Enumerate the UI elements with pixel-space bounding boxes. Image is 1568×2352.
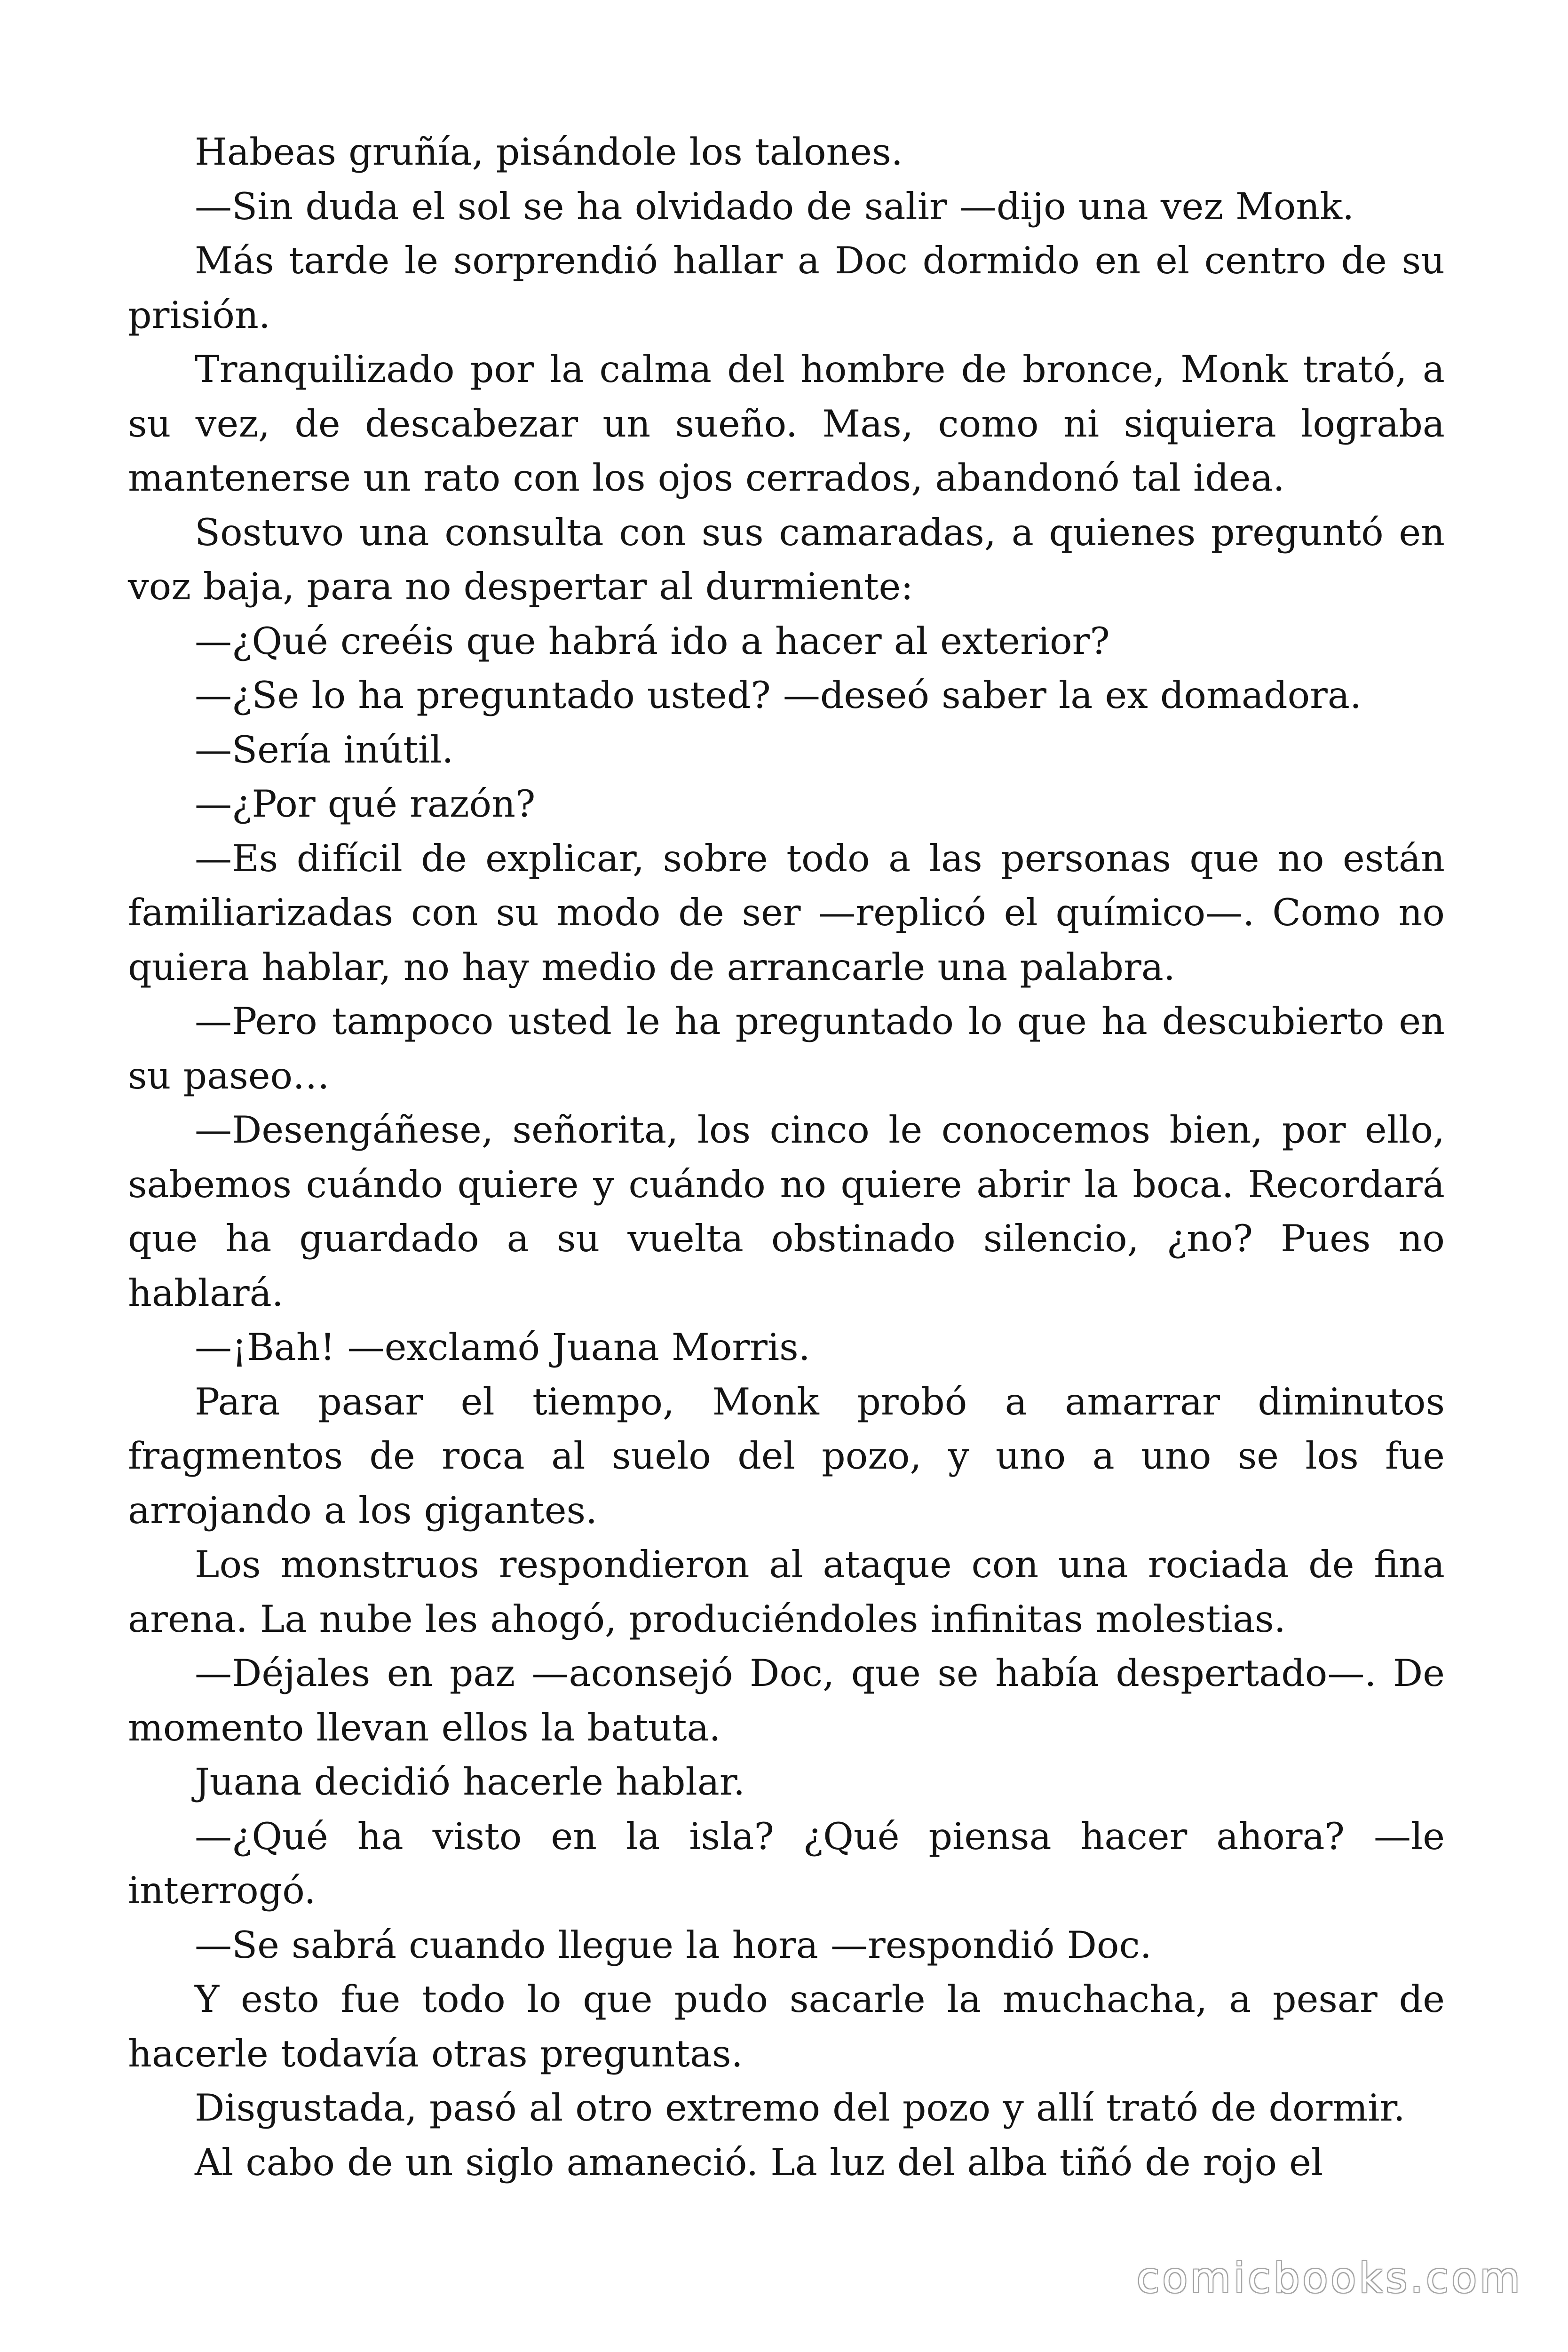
paragraph: —Se sabrá cuando llegue la hora —respondió Doc. [195, 1923, 1152, 1967]
page-body [128, 125, 1445, 2190]
paragraph: Tranquilizado por la calma del hombre de bronce, Monk trató, a su vez, de descabezar un sueño. Mas, como ni siquiera lograba mantenerse un rato con los ojos cerrados, abandonó tal idea. [128, 348, 1445, 500]
paragraph: Sostuvo una consulta con sus camaradas, a quienes preguntó en voz baja, para no despertar al durmiente: [128, 510, 1445, 608]
paragraph: —Es difícil de explicar, sobre todo a las personas que no están familiarizadas con su modo de ser —replicó el químico—. Como no quiera hablar, no hay medio de arrancarle una palabra. [128, 836, 1445, 989]
paragraph: Más tarde le sorprendió hallar a Doc dormido en el centro de su prisión. [128, 239, 1445, 337]
paragraph: —Pero tampoco usted le ha preguntado lo que ha descubierto en su paseo… [128, 1000, 1445, 1097]
paragraph: —Desengáñese, señorita, los cinco le conocemos bien, por ello, sabemos cuándo quiere y cuándo no quiere abrir la boca. Recordará que ha guardado a su vuelta obstinado silencio, ¿no? Pues no hablará. [128, 1108, 1445, 1315]
paragraph: —¿Por qué razón? [195, 782, 536, 826]
paragraph: —¿Se lo ha preguntado usted? —deseó saber la ex domadora. [195, 674, 1362, 717]
paragraph: Juana decidió hacerle hablar. [195, 1760, 745, 1804]
paragraph: —¿Qué ha visto en la isla? ¿Qué piensa hacer ahora? —le interrogó. [128, 1814, 1445, 1912]
paragraph: —Sin duda el sol se ha olvidado de salir —dijo una vez Monk. [195, 184, 1354, 228]
paragraph: —Déjales en paz —aconsejó Doc, que se había despertado—. De momento llevan ellos la batuta. [128, 1652, 1445, 1749]
paragraph: Disgustada, pasó al otro extremo del pozo y allí trató de dormir. [195, 2086, 1405, 2130]
paragraph: Al cabo de un siglo amaneció. La luz del alba tiñó de rojo el [195, 2140, 1323, 2184]
paragraph: Habeas gruñía, pisándole los talones. [195, 130, 903, 174]
paragraph: —¡Bah! —exclamó Juana Morris. [195, 1326, 810, 1369]
paragraph: Para pasar el tiempo, Monk probó a amarrar diminutos fragmentos de roca al suelo del pozo, y uno a uno se los fue arrojando a los gigantes. [128, 1380, 1445, 1532]
paragraph: Los monstruos respondieron al ataque con una rociada de fina arena. La nube les ahogó, produciéndoles infinitas molestias. [128, 1543, 1445, 1641]
paragraph: Y esto fue todo lo que pudo sacarle la muchacha, a pesar de hacerle todavía otras preguntas. [128, 1978, 1445, 2075]
paragraph: —¿Qué creéis que habrá ido a hacer al exterior? [195, 619, 1110, 663]
paragraph: —Sería inútil. [195, 728, 454, 771]
site-watermark: comicbooks.com [1136, 2254, 1523, 2302]
